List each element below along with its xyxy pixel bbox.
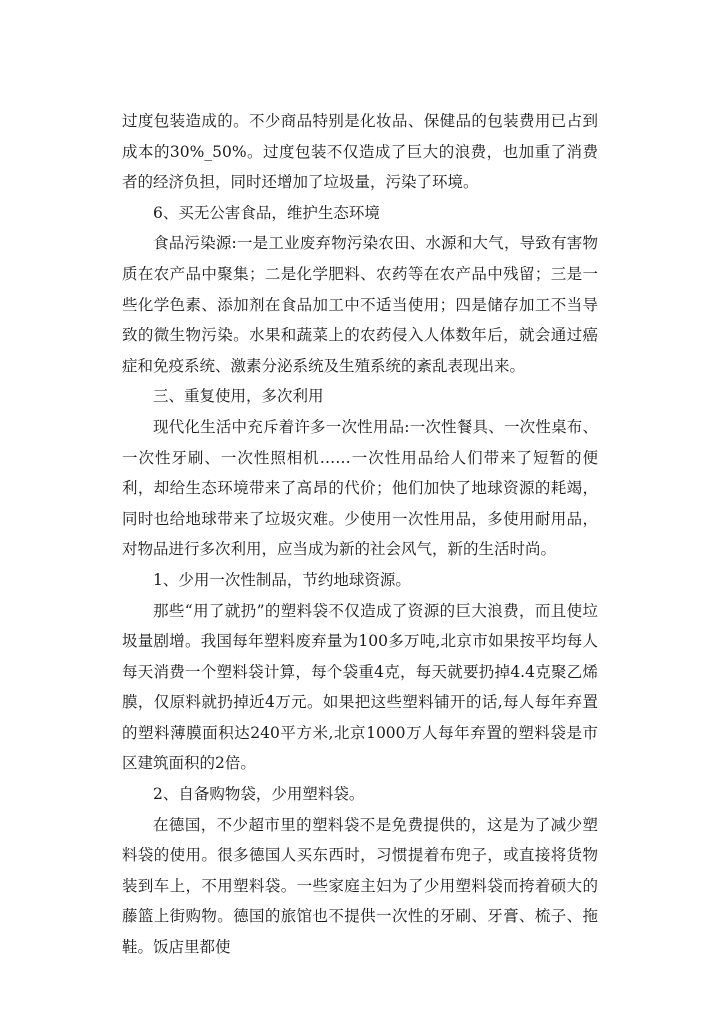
paragraph-plastic-bags: 那些“用了就扔”的塑料袋不仅造成了资源的巨大浪费，而且使垃圾量剧增。我国每年塑料废弃量为100多万吨,北京市如果按平均每人每天消费一个塑料袋计算，每个袋重4克，每天就要扔掉4.4克聚乙烯膜，仅原料就扔掉近4万元。如果把这些塑料铺开的话,每人每年弃置的塑料薄膜面积达240平方米,北京1000万人每年弃置的塑料袋是市区建筑面积的2倍。 [122, 601, 598, 773]
document-body [122, 106, 598, 963]
heading-shopping-bags: 2、自备购物袋，少用塑料袋。 [153, 785, 365, 804]
heading-fewer-disposables: 1、少用一次性制品，节约地球资源。 [153, 570, 411, 589]
paragraph-germany: 在德国，不少超市里的塑料袋不是免费提供的，这是为了减少塑料袋的使用。很多德国人买东西时，习惯提着布兜子，或直接将货物装到车上，不用塑料袋。一些家庭主妇为了少用塑料袋而挎着硕大的藤篮上街购物。德国的旅馆也不提供一次性的牙刷、牙膏、梳子、拖鞋。饭店里都使 [122, 815, 598, 957]
heading-reuse: 三、重复使用，多次利用 [153, 387, 324, 406]
paragraph-disposables: 现代化生活中充斥着许多一次性用品:一次性餐具、一次性桌布、一次性牙刷、一次性照相机……一次性用品给人们带来了短暂的便利，却给生态环境带来了高昂的代价；他们加快了地球资源的耗竭，同时也给地球带来了垃圾灾难。少使用一次性用品，多使用耐用品，对物品进行多次利用，应当成为新的社会风气，新的生活时尚。 [122, 417, 598, 559]
paragraph-packaging: 过度包装造成的。不少商品特别是化妆品、保健品的包装费用已占到成本的30%_50%。过度包装不仅造成了巨大的浪费，也加重了消费者的经济负担，同时还增加了垃圾量，污染了环境。 [122, 112, 598, 192]
paragraph-food-pollution: 食品污染源:一是工业废弃物污染农田、水源和大气，导致有害物质在农产品中聚集；二是化学肥料、农药等在农产品中残留；三是一些化学色素、添加剂在食品加工中不适当使用；四是储存加工不当导致的微生物污染。水果和蔬菜上的农药侵入人体数年后，就会通过癌症和免疫系统、激素分泌系统及生殖系统的紊乱表现出来。 [122, 234, 598, 375]
heading-pollution-free-food: 6、买无公害食品，维护生态环境 [153, 203, 380, 222]
